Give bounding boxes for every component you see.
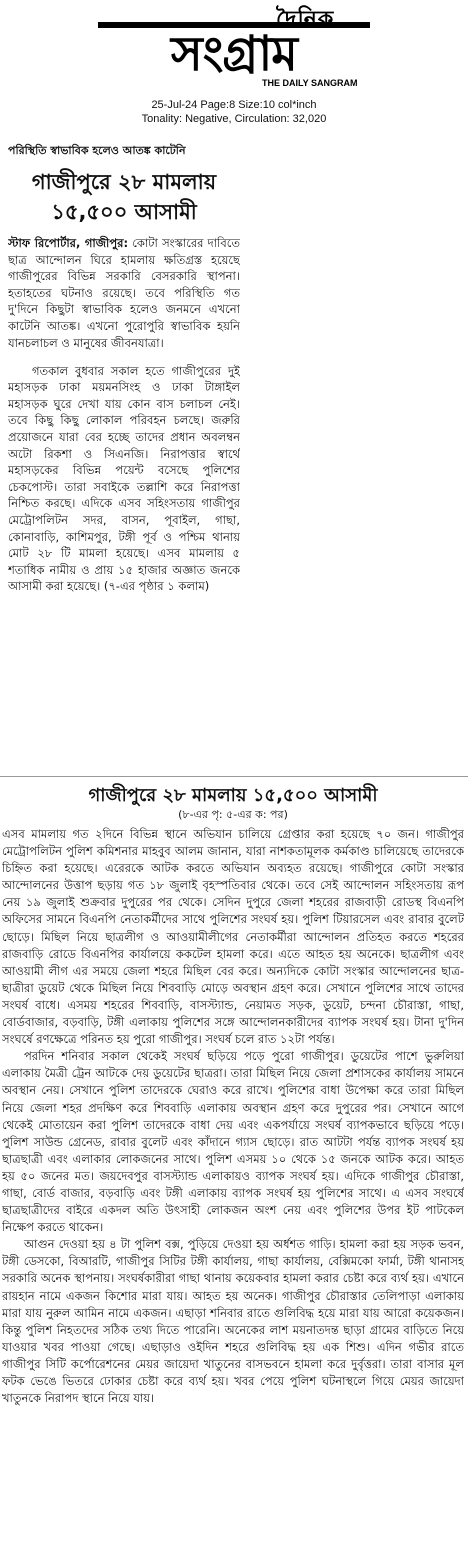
article-clip-continuation — [2, 782, 464, 1558]
article-paragraph: গতকাল বুধবার সকাল হতে গাজীপুরের দুই মহাসড়ক ঢাকা ময়মনসিংহ ও ঢাকা টাঙ্গাইল মহাসড়ক ঘুরে দেখা যায় কোন বাস চলাচল নেই। তবে কিছু কিছু লোকাল পরিবহন চলছে। জরুরি প্রয়োজনে যারা বের হচ্ছে তাদের প্রধান অবলম্বন অটো রিকশা ও সিএনজি। নিরাপত্তার স্বার্থে মহাসড়কের বিভিন্ন পয়েন্ট বসেছে পুলিশের চেকপোস্ট। তারা সবাইকে তল্লাশি করে নিরাপত্তা নিশ্চিত করছে। এদিকে এসব সহিংসতায় গাজীপুর মেট্রোপলিটন সদর, বাসন, পূবাইল, গাছা, কোনাবাড়ি, কাশিমপুর, টঙ্গী পূর্ব ও পশ্চিম থানায় মোট ২৮ টি মামলা হয়েছে। এসব মামলায় ৫ শতাধিক নামীয় ও প্রায় ১৫ হাজার অজ্ঞাত জনকে আসামী করা হয়েছে। (৭-এর পৃষ্ঠার ১ কলাম) — [8, 363, 240, 594]
continuation-paragraph: এসব মামলায় গত ২দিনে বিভিন্ন স্থানে অভিযান চালিয়ে গ্রেপ্তার করা হয়েছে ৭০ জন। গাজীপুর মেট্রোপলিটন পুলিশ কমিশনার মাহবুব আলম জানান, যারা নাশকতামূলক কর্মকাণ্ড চালিয়েছে তাদেরকে চিহ্নিত করা হয়েছে। এরেরকে আটক করতে অভিযান অব্যহত রয়েছে। গাজীপুরে কোটা সংস্কার আন্দোলনের উত্তাপ ছড়ায় গত ১৮ জুলাই বৃহস্পতিবার থেকে। তবে সেই আন্দোলন সহিংসতায় রূপ নেয় ১৯ জুলাই শুক্রবার দুপুরের পর থেকে। সেদিন দুপুরে জেলা শহরের রাজবাড়ী রোডস্থ বিএনপি অফিসের সামনে বিএনপি নেতাকর্মীদের সাথে পুলিশের সংঘর্ষ হয়। পুলিশ টিয়ারসেল এবং রাবার বুলেট ছোড়ে। মিছিল নিয়ে ছাত্রলীগ ও আওয়ামীলীগের নেতাকর্মীরা আন্দোলন প্রতিহত করতে শহরের রাজবাড়ি রোডে বিএনপির কার্যালয়ে ককটেল হামলা করে। এতে আহত হয় অনেকে। ছাত্রলীগ এবং আওয়ামী লীগ এর সময়ে জেলা শহরে মিছিল বের করে। অন্যদিকে কোটা সংস্কার আন্দোলনের ছাত্র-ছাত্রীরা ডুয়েট থেকে মিছিল নিয়ে শিববাড়ি মোড়ে অবস্থান গ্রহণ করে। সেখানে পুলিশের সাথে তাদের সংঘর্ষ বাধে। এসময় শহরের শিববাড়ি, বাসস্ট্যান্ড, নেয়ামত সড়ক, ডুয়েট, চন্দনা চৌরাস্তা, গাছা, বোর্ডবাজার, বড়বাড়ি, টঙ্গী এলাকায় পুলিশের সঙ্গে আন্দোলনকারীদের ব্যাপক সংঘর্ষ হয়। টানা দু'দিন সংঘর্ষে রণক্ষেত্রে পরিনত হয় পুরো গাজীপুর। সংঘর্ষ চলে রাত ১২টা পর্যন্ত। — [2, 827, 464, 1047]
article-byline: স্টাফ রিপোর্টার, গাজীপুর: — [8, 236, 129, 250]
article-clip-front — [8, 138, 240, 772]
meta-line-date-page: 25-Jul-24 Page:8 Size:10 col*inch — [151, 99, 317, 111]
meta-line-tonality: Tonality: Negative, Circulation: 32,020 — [141, 113, 327, 125]
continuation-headline: গাজীপুরে ২৮ মামলায় ১৫,৫০০ আসামী — [88, 785, 378, 806]
article-headline-line2: ১৫,৫০০ আসামী — [51, 200, 197, 224]
article-lead-text: কোটা সংস্কারের দাবিতে ছাত্র আন্দোলন ঘিরে হামলায় ক্ষতিগ্রস্ত হয়েছে গাজীপুরের বিভিন্ন সরকারি বেসরকারি স্থাপনা। হতাহতের ঘটনাও রয়েছে। তবে পরিস্থিতি গত দু'দিনে কিছুটা স্বাভাবিক হলেও জনমনে এখনো কাটেনি আতঙ্ক। এখনো পুরোপুরি স্বাভাবিক হয়নি যানচলাচল ও মানুষের জীবনযাত্রা। — [8, 236, 240, 350]
article-headline-line1: গাজীপুরে ২৮ মামলায় — [31, 170, 217, 194]
article-kicker: পরিস্থিতি স্বাভাবিক হলেও আতঙ্ক কাটেনি — [8, 144, 186, 157]
continuation-jump-line: (৮-এর পৃ: ৫-এর ক: পর) — [178, 808, 288, 821]
masthead — [0, 0, 468, 96]
article-lead-paragraph — [8, 235, 240, 351]
masthead-dainik: দৈনিক — [276, 7, 335, 32]
clip-separator — [0, 776, 468, 777]
clipping-meta — [0, 98, 468, 126]
continuation-paragraph: পরদিন শনিবার সকাল থেকেই সংঘর্ষ ছড়িয়ে পড়ে পুরো গাজীপুর। ডুয়েটের পাশে ভুরুলিয়া এলাকায় মৈত্রী ট্রেন আটকে দেয় ডুয়েটের ছাত্ররা। তারা মিছিল নিয়ে জেলা প্রশাসকের কার্যালয় সামনে অবস্থান নেয়। সেখানে পুলিশ তাদেরকে ঘেরাও করে রাখে। পুলিশের বাধা উপেক্ষা করে তারা মিছিল নিয়ে জেলা শহর প্রদক্ষিণ করে শিববাড়ি এলাকায় অবস্থান গ্রহণ করে দুপুরের পর। সেখানে আগে থেকেই মোতায়েন করা পুলিশ তাদেরকে বাধা দেয় এবং একপর্যায়ে সংঘর্ষ ব্যাপকভাবে ছড়িয়ে পড়ে। পুলিশ সাউন্ড গ্রেনেড, রাবার বুলেট এবং কাঁদানে গ্যাস ছোড়ে। রাত আটটা পর্যন্ত ব্যাপক সংঘর্ষ হয় ছাত্রছাত্রী এবং এলাকার লোকজনের সাথে। পুলিশ এসময় ১০ থেকে ১৫ জনকে আটক করে। আহত হয় ৫০ জনের মত। জয়দেবপুর বাসস্ট্যান্ড এলাকায়ও ব্যাপক সংঘর্ষ হয়। এদিকে গাজীপুর চৌরাস্তা, গাছা, বোর্ড বাজার, বড়বাড়ি এবং টঙ্গী এলাকায় ব্যাপক সংঘর্ষ হয় পুলিশের সাথে। এ এসব সংঘর্ষে ছাত্রছাত্রীদের বাইরে একদল অতি উৎসাহী লোকজন অংশ নেয় এবং পুলিশের উপর ইট পাটকেল নিক্ষেপ করতে থাকেন। — [2, 1049, 464, 1235]
newspaper-logo: সংগ্রাম — [98, 22, 370, 80]
masthead-english-name: THE DAILY SANGRAM — [262, 78, 358, 88]
continuation-paragraph: আগুন দেওয়া হয় ৪ টা পুলিশ বক্স, পুড়িয়ে দেওয়া হয় অর্ধশত গাড়ি। হামলা করা হয় সড়ক ভবন, টঙ্গী ডেসকো, বিআরটি, গাজীপুর সিটির টঙ্গী কার্যালয়, গাছা কার্যালয়, বেক্সিমকো ফার্মা, টঙ্গী থানাসহ সরকারি অনেক স্থাপনায়। সংঘর্ষকারীরা গাছা থানায় কয়েকবার হামলা করার চেষ্টা করে ব্যর্থ হয়। এখানে রায়হান নামে একজন কিশোর মারা যায়। আহত হয় অনেক। গাজীপুর চৌরাস্তার তেলিপাড়া এলাকায় মারা যায় নুরুল আমিন নামে একজন। এছাড়া শনিবার রাতে গুলিবিদ্ধ হয়ে মারা যায় আরো কয়েকজন। কিন্তু পুলিশ নিহতদের সঠিক তথ্য দিতে পারেনি। অনেকের লাশ ময়নাতদন্ত ছাড়া গ্রামের বাড়িতে নিয়ে যাওয়ার খবর পাওয়া গেছে। এছাড়াও ওইদিন শহরে গুলিবিদ্ধ হয় এক শিশু। এদিন গভীর রাতে গাজীপুর সিটি কর্পোরেশনের মেয়র জায়েদা খাতুনের বাসভবনে হামলা করে দুর্বৃত্তরা। তারা বাসার মূল ফটক ভেঙে ভিতরে ঢোকার চেষ্টা করে ব্যর্থ হয়। খবর পেয়ে পুলিশ ঘটনাস্থলে গিয়ে মেয়র জায়েদা খাতুনকে নিরাপদ স্থানে নিয়ে যায়। — [2, 1237, 464, 1406]
